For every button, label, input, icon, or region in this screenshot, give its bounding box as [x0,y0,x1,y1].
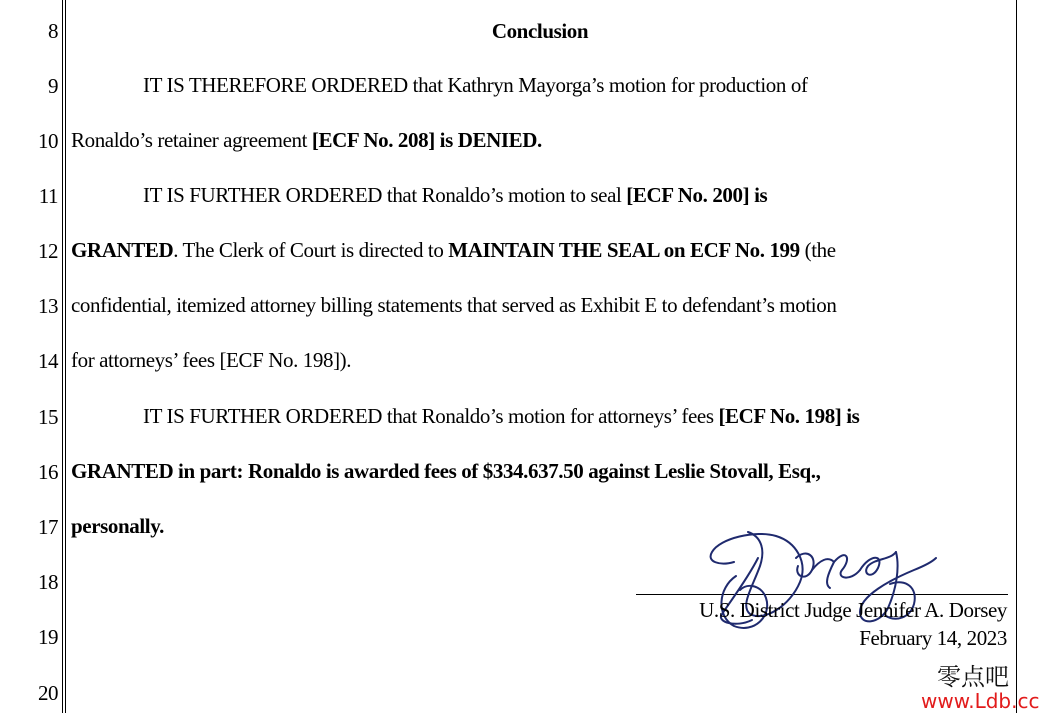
line-number: 8 [48,19,58,43]
section-heading: Conclusion [491,19,589,43]
line-number: 16 [38,460,58,484]
bold-text-run: [ECF No. 198] is [718,404,860,428]
watermark-url: www.Ldb.cc [921,689,1040,713]
bold-text-run: [ECF No. 200] is [626,183,768,207]
line-number: 9 [48,74,58,98]
text-run: Ronaldo’s retainer agreement [71,128,312,152]
order-text-line: IT IS THEREFORE ORDERED that Kathryn Mayorga’s motion for production of [143,73,808,97]
text-run: (the [799,238,836,262]
watermark-chinese-text: 零点吧 [937,663,1009,691]
line-number: 10 [38,129,58,153]
line-number: 13 [38,294,58,318]
judge-name: U.S. District Judge Jennifer A. Dorsey [699,598,1007,622]
line-number: 18 [38,570,58,594]
left-margin-rule-inner [65,0,66,713]
order-text-line [143,183,767,207]
signature-date: February 14, 2023 [859,626,1007,650]
line-number: 14 [38,349,58,373]
order-text-line: for attorneys’ fees [ECF No. 198]). [71,348,352,372]
line-number: 12 [38,239,58,263]
right-margin-rule [1016,0,1017,713]
line-number: 20 [38,681,58,705]
text-run: IT IS FURTHER ORDERED that Ronaldo’s motion for attorneys’ fees [143,404,719,428]
bold-text-run: [ECF No. 208] is DENIED. [311,128,542,152]
order-text-line [71,238,836,262]
line-number: 11 [38,184,58,208]
order-text-line: GRANTED in part: Ronaldo is awarded fees of $334.637.50 against Leslie Stovall, Esq., [71,459,821,483]
line-number: 17 [38,515,58,539]
text-run: . The Clerk of Court is directed to [173,238,449,262]
line-number: 15 [38,405,58,429]
line-number: 19 [38,625,58,649]
bold-text-run: GRANTED [71,238,174,262]
text-run: IT IS FURTHER ORDERED that Ronaldo’s motion to seal [143,183,627,207]
left-margin-rule-outer [62,0,63,713]
order-text-line [71,128,542,152]
order-text-line [143,404,859,428]
order-text-line: confidential, itemized attorney billing statements that served as Exhibit E to defendant’s motion [71,293,837,317]
order-text-line: personally. [71,514,165,538]
bold-text-run: MAINTAIN THE SEAL on ECF No. 199 [448,238,800,262]
